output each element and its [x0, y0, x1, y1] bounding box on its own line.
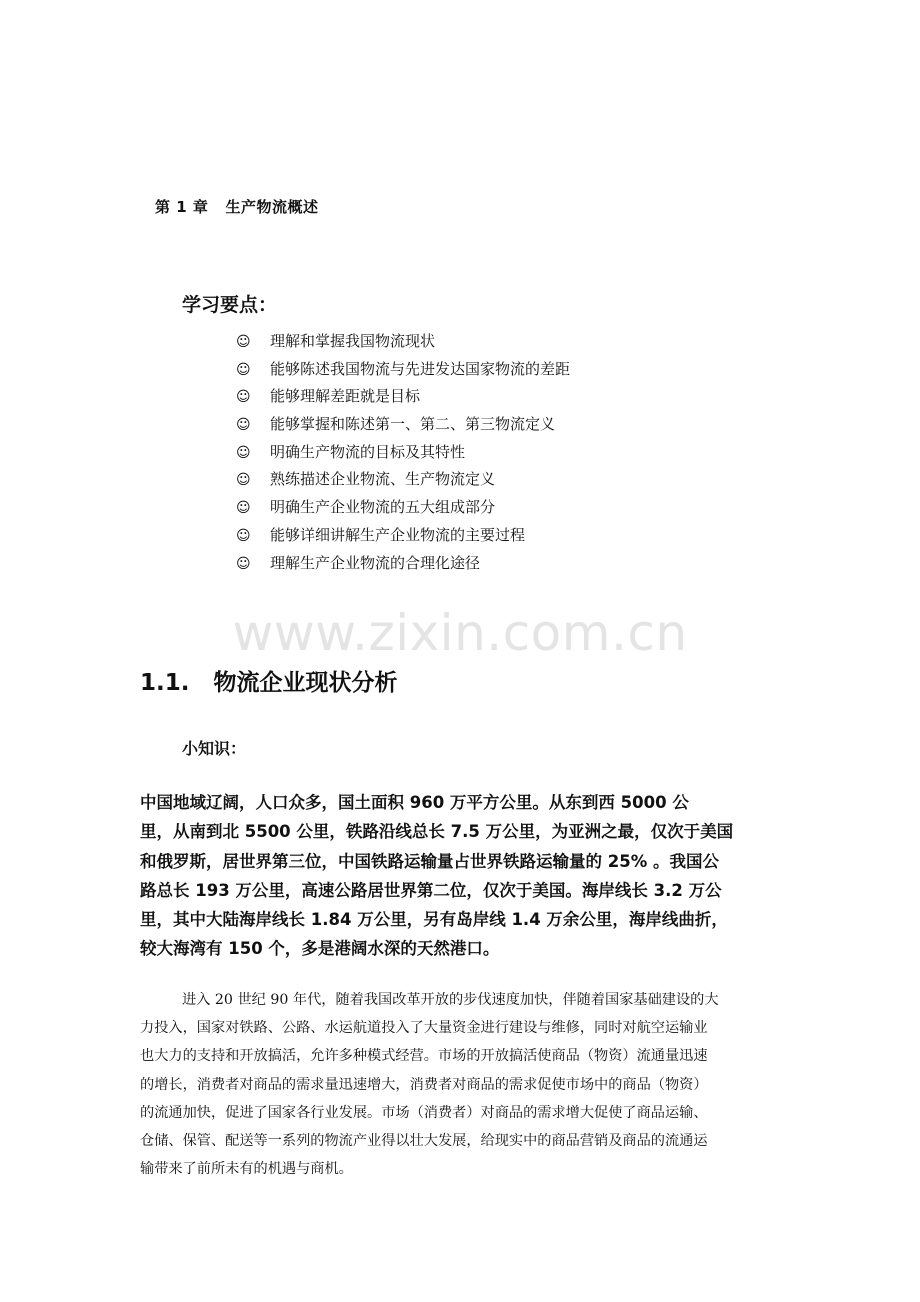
smiley-icon: ☺ — [236, 389, 251, 406]
list-item-text: 理解和掌握我国物流现状 — [270, 332, 436, 350]
list-item — [236, 522, 570, 550]
body-line: 的流通加快，促进了国家各行业发展。市场（消费者）对商品的需求增大促使了商品运输、 — [140, 1104, 708, 1121]
list-item — [236, 550, 570, 578]
smiley-icon: ☺ — [236, 555, 251, 572]
tip-label: 小知识： — [182, 739, 247, 758]
smiley-icon: ☺ — [236, 361, 251, 378]
list-item — [236, 439, 570, 467]
list-item-text: 能够陈述我国物流与先进发达国家物流的差距 — [270, 359, 571, 378]
tip-line: 和俄罗斯，居世界第三位，中国铁路运输量占世界铁路运输量的 25% 。我国公 — [140, 851, 719, 871]
body-line: 输带来了前所未有的机遇与商机。 — [140, 1161, 353, 1178]
tip-line: 里，从南到北 5500 公里，铁路沿线总长 7.5 万公里，为亚洲之最，仅次于美国 — [140, 822, 734, 842]
list-item — [236, 383, 570, 411]
list-item — [236, 411, 570, 439]
section-heading: 1.1. 物流企业现状分析 — [140, 670, 398, 696]
tip-line: 里，其中大陆海岸线长 1.84 万公里，另有岛岸线 1.4 万余公里，海岸线曲折， — [140, 910, 728, 930]
key-points-heading: 学习要点： — [182, 294, 278, 316]
list-item-text: 理解生产企业物流的合理化途径 — [270, 553, 481, 572]
tip-line: 较大海湾有 150 个，多是港阔水深的天然港口。 — [140, 939, 500, 959]
smiley-icon: ☺ — [236, 334, 251, 350]
tip-paragraph — [140, 788, 788, 964]
smiley-icon: ☺ — [236, 500, 251, 517]
list-item — [236, 494, 570, 522]
list-item-text: 明确生产物流的目标及其特性 — [270, 442, 466, 461]
chapter-title: 第 1 章 生产物流概述 — [155, 198, 319, 216]
list-item — [236, 356, 570, 384]
body-line: 也大力的支持和开放搞活，允许多种模式经营。市场的开放搞活使商品（物资）流通量迅速 — [140, 1048, 708, 1065]
smiley-icon: ☺ — [236, 444, 251, 461]
list-item-text: 熟练描述企业物流、生产物流定义 — [270, 470, 496, 489]
body-line: 仓储、保管、配送等一系列的物流产业得以壮大发展，给现实中的商品营销及商品的流通运 — [140, 1133, 708, 1150]
body-paragraph — [140, 986, 790, 1183]
tip-line: 中国地域辽阔，人口众多，国土面积 960 万平方公里。从东到西 5000 公 — [140, 793, 689, 812]
body-line: 力投入，国家对铁路、公路、水运航道投入了大量资金进行建设与维修，同时对航空运输业 — [140, 1020, 708, 1037]
list-item-text: 能够理解差距就是目标 — [270, 387, 421, 406]
smiley-icon: ☺ — [236, 527, 251, 544]
list-item-text: 明确生产企业物流的五大组成部分 — [270, 498, 496, 517]
body-line: 进入 20 世纪 90 年代，随着我国改革开放的步伐速度加快，伴随着国家基础建设的大 — [182, 992, 719, 1008]
watermark: www.zixin.com.cn — [232, 604, 688, 662]
list-item-text: 能够详细讲解生产企业物流的主要过程 — [270, 525, 526, 544]
tip-line: 路总长 193 万公里，高速公路居世界第二位，仅次于美国。海岸线长 3.2 万公 — [140, 880, 722, 900]
key-points-list — [236, 328, 570, 577]
list-item — [236, 328, 570, 356]
smiley-icon: ☺ — [236, 417, 251, 434]
list-item — [236, 466, 570, 494]
smiley-icon: ☺ — [236, 472, 251, 489]
list-item-text: 能够掌握和陈述第一、第二、第三物流定义 — [270, 415, 556, 434]
body-line: 的增长，消费者对商品的需求量迅速增大，消费者对商品的需求促使市场中的商品（物资） — [140, 1076, 708, 1093]
